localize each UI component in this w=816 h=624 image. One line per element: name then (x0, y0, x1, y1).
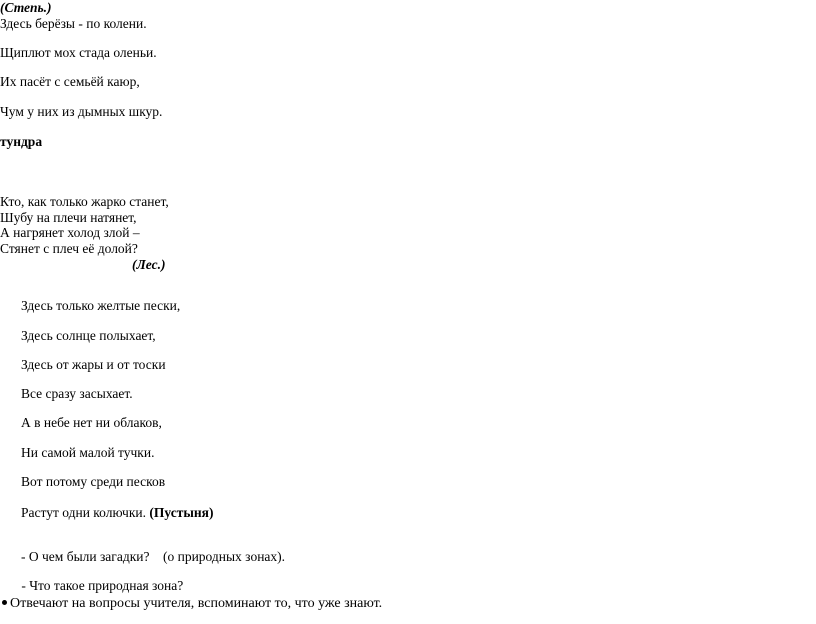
riddle1-line-2: Щиплют мох стада оленьи. (0, 45, 157, 60)
answer-tundra: тундра (0, 134, 43, 149)
riddle3-line-7: Вот потому среди песков (21, 474, 166, 489)
riddle3-line-6: Ни самой малой тучки. (21, 445, 155, 460)
riddle3-last-text: Растут одни колючки. (21, 505, 150, 520)
question-1: - О чем были загадки? (о природных зонах). (21, 549, 286, 564)
riddle2-line-4: Стянет с плеч её долой? (0, 241, 138, 256)
answer-steppe: (Степь.) (0, 0, 52, 15)
answer-forest: (Лес.) (132, 257, 166, 272)
answer-desert: (Пустыня) (149, 505, 214, 520)
riddle1-line-3: Их пасёт с семьёй каюр, (0, 74, 140, 89)
bullet-dot-icon (2, 600, 7, 605)
riddle3-line-8 (21, 505, 213, 521)
question-2: - Что такое природная зона? (18, 578, 184, 593)
riddle2-line-1: Кто, как только жарко станет, (0, 194, 169, 209)
riddle3-line-3: Здесь от жары и от тоски (21, 357, 166, 372)
bullet-item (2, 596, 382, 612)
bullet-text: Отвечают на вопросы учителя, вспоминают то, что уже знают. (10, 596, 383, 611)
riddle2-line-3: А нагрянет холод злой – (0, 225, 140, 240)
riddle1-line-1: Здесь берёзы - по колени. (0, 16, 147, 31)
riddle2-line-2: Шубу на плечи натянет, (0, 210, 137, 225)
riddle1-line-4: Чум у них из дымных шкур. (0, 104, 163, 119)
riddle3-line-4: Все сразу засыхает. (21, 386, 133, 401)
riddle3-line-2: Здесь солнце полыхает, (21, 328, 156, 343)
riddle3-line-5: А в небе нет ни облаков, (21, 415, 162, 430)
riddle3-line-1: Здесь только желтые пески, (21, 298, 181, 313)
